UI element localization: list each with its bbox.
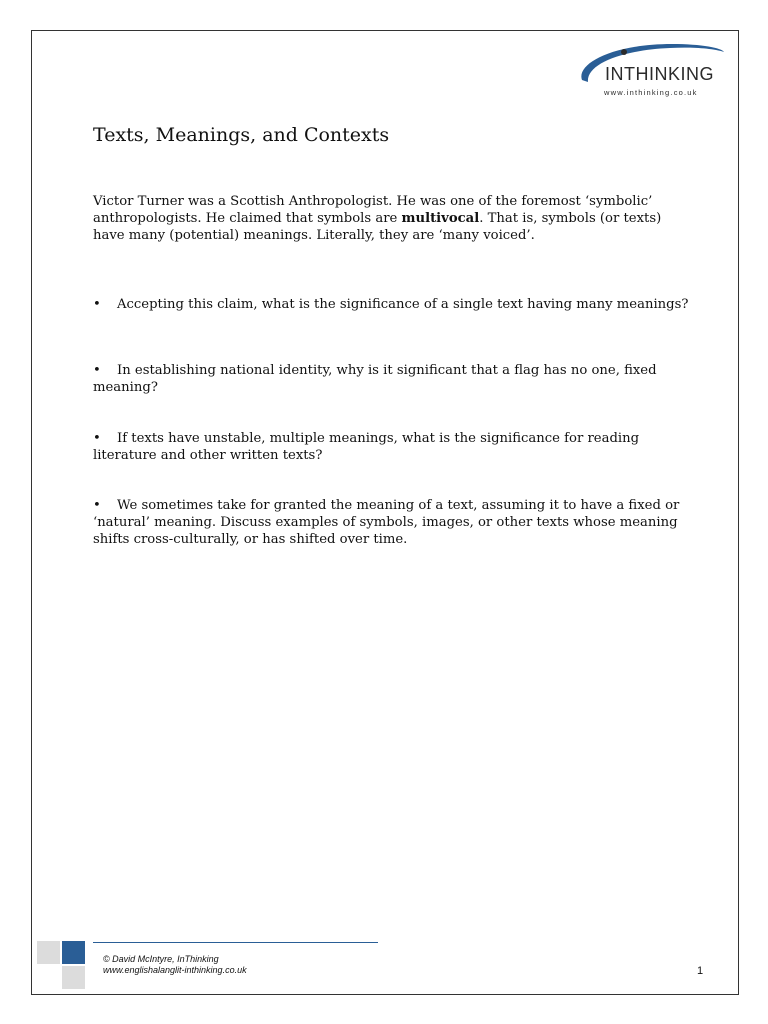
bullet-icon: • (93, 363, 101, 378)
question-text: In establishing national identity, why is it significant that a flag has no one, fixed meaning? (93, 363, 657, 395)
footer-copyright: © David McIntyre, InThinking (103, 954, 219, 964)
question-item (93, 362, 693, 396)
bullet-icon: • (93, 498, 101, 513)
inthinking-logo (572, 38, 732, 100)
intro-text-start: Victor Turner was a Scottish Anthropologist. He was one of the foremost ‘symbolic’ anthropologists. He claimed that symbols are (93, 194, 653, 226)
question-text: Accepting this claim, what is the significance of a single text having many meanings? (117, 297, 689, 312)
page-title: Texts, Meanings, and Contexts (93, 124, 390, 146)
footer-squares-decoration (37, 941, 87, 989)
logo-wordmark: INTHINKING (605, 64, 715, 84)
bullet-icon: • (93, 297, 101, 312)
intro-bold-term: multivocal (401, 211, 480, 226)
footer-website: www.englishalanglit-inthinking.co.uk (103, 965, 247, 975)
bullet-icon: • (93, 431, 101, 446)
question-item (93, 497, 693, 548)
footer-divider (93, 942, 378, 943)
question-item (93, 296, 693, 313)
footer-credits (103, 954, 247, 976)
intro-text-end: . That is, symbols (or texts) have many (potential) meanings. Literally, they are ‘many voiced’. (93, 211, 662, 243)
logo-url: www.inthinking.co.uk (604, 88, 698, 97)
page-number: 1 (697, 965, 704, 977)
intro-paragraph (93, 193, 693, 244)
question-item (93, 430, 693, 464)
question-text: If texts have unstable, multiple meanings, what is the significance for reading literature and other written texts? (93, 431, 640, 463)
question-text: We sometimes take for granted the meaning of a text, assuming it to have a fixed or ‘natural’ meaning. Discuss examples of symbols, images, or other texts whose meaning shifts cross-culturally, or has shifted over time. (93, 498, 680, 547)
